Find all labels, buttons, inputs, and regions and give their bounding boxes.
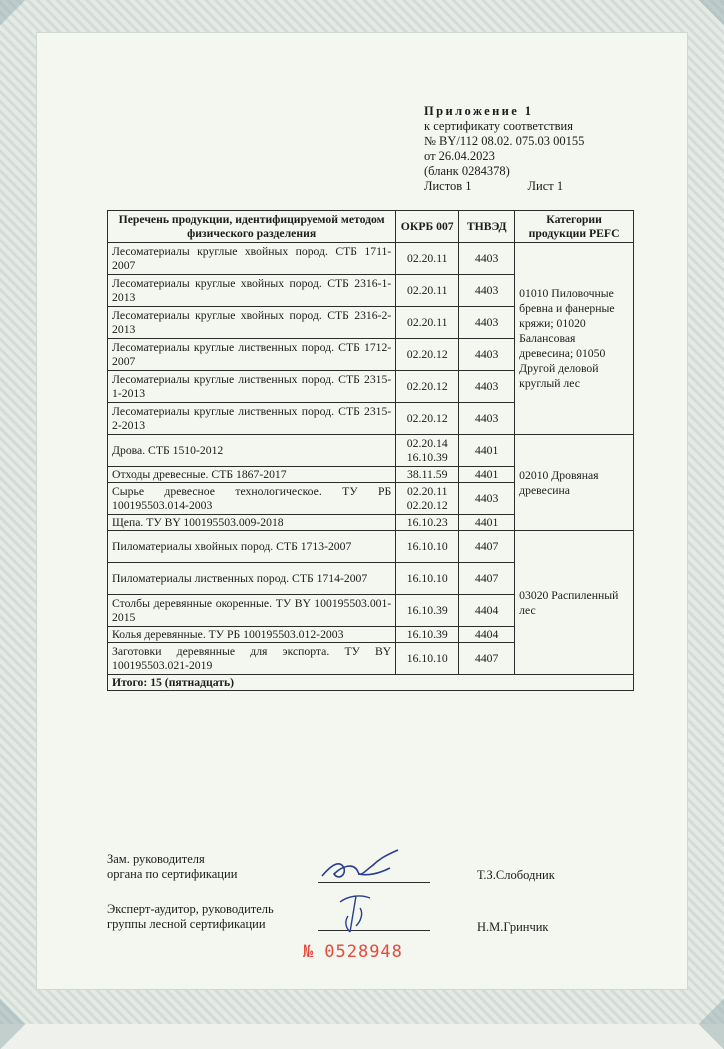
okrb-code: 16.10.23 <box>396 515 459 531</box>
tnved-code: 4407 <box>459 531 515 563</box>
product-name: Щепа. ТУ BY 100195503.009-2018 <box>108 515 396 531</box>
okrb-code: 02.20.12 <box>396 403 459 435</box>
total-row <box>108 675 634 691</box>
col-header-okrb: ОКРБ 007 <box>396 211 459 243</box>
pefc-category: 01010 Пиловочные бревна и фанерные кряжи; 01020 Балансовая древесина; 01050 Другой деловой круглый лес <box>515 243 634 435</box>
role-line: Зам. руководителя <box>107 852 205 866</box>
okrb-code: 02.20.12 <box>396 339 459 371</box>
okrb-code: 38.11.59 <box>396 467 459 483</box>
tnved-code: 4404 <box>459 627 515 643</box>
signatory-name-1: Т.З.Слободник <box>477 868 555 882</box>
product-name: Заготовки деревянные для экспорта. ТУ BY 100195503.021-2019 <box>108 643 396 675</box>
certificate-date: от 26.04.2023 <box>424 149 495 163</box>
tnved-code: 4403 <box>459 371 515 403</box>
tnved-code: 4404 <box>459 595 515 627</box>
pefc-category: 03020 Распиленный лес <box>515 531 634 675</box>
product-name: Столбы деревянные окоренные. ТУ BY 100195503.001-2015 <box>108 595 396 627</box>
role-line: органа по сертификации <box>107 867 238 881</box>
product-name: Лесоматериалы круглые хвойных пород. СТБ 2316-2-2013 <box>108 307 396 339</box>
okrb-code: 02.20.11 <box>396 307 459 339</box>
role-line: Эксперт-аудитор, руководитель <box>107 902 274 916</box>
tnved-code: 4403 <box>459 483 515 515</box>
product-name: Лесоматериалы круглые лиственных пород. СТБ 2315-2-2013 <box>108 403 396 435</box>
tnved-code: 4403 <box>459 275 515 307</box>
tnved-code: 4403 <box>459 403 515 435</box>
signatory-name-2: Н.М.Гринчик <box>477 920 549 934</box>
table-row <box>108 531 634 563</box>
tnved-code: 4401 <box>459 435 515 467</box>
okrb-code <box>396 435 459 467</box>
okrb-code-line: 02.20.11 <box>406 485 448 498</box>
table-header-row <box>108 211 634 243</box>
tnved-code: 4401 <box>459 515 515 531</box>
product-name: Лесоматериалы круглые лиственных пород. СТБ 1712-2007 <box>108 339 396 371</box>
role-line: группы лесной сертификации <box>107 917 266 931</box>
signatory-role-2 <box>107 902 274 932</box>
product-name: Пиломатериалы хвойных пород. СТБ 1713-2007 <box>108 531 396 563</box>
serial-digits: 0528948 <box>324 942 403 962</box>
product-name: Колья деревянные. ТУ РБ 100195503.012-2003 <box>108 627 396 643</box>
table-row <box>108 435 634 467</box>
pefc-category: 02010 Дровяная древесина <box>515 435 634 531</box>
okrb-code: 02.20.12 <box>396 371 459 403</box>
tnved-code: 4401 <box>459 467 515 483</box>
okrb-code: 16.10.39 <box>396 595 459 627</box>
blank-number: (бланк 0284378) <box>424 164 510 178</box>
okrb-code: 16.10.10 <box>396 563 459 595</box>
number-sign: № <box>303 942 315 962</box>
signature-image <box>330 888 380 938</box>
product-name: Лесоматериалы круглые лиственных пород. СТБ 2315-1-2013 <box>108 371 396 403</box>
table-row <box>108 243 634 275</box>
annex-title: Приложение 1 <box>424 104 534 118</box>
sheets-total: Листов 1 <box>424 179 472 193</box>
product-name: Сырье древесное технологическое. ТУ РБ 100195503.014-2003 <box>108 483 396 515</box>
col-header-name: Перечень продукции, идентифицируемой методом физического разделения <box>108 211 396 243</box>
signature-image <box>318 846 408 888</box>
product-name: Дрова. СТБ 1510-2012 <box>108 435 396 467</box>
annex-line: к сертификату соответствия <box>424 119 573 133</box>
okrb-code-line: 02.20.12 <box>406 498 448 512</box>
sheet-number: Лист 1 <box>527 179 564 193</box>
tnved-code: 4403 <box>459 307 515 339</box>
okrb-code-line: 16.10.39 <box>406 450 448 464</box>
okrb-code: 16.10.10 <box>396 531 459 563</box>
product-table <box>107 210 634 691</box>
signatory-role-1 <box>107 852 237 882</box>
total-count: Итого: 15 (пятнадцать) <box>108 675 634 691</box>
okrb-code: 16.10.10 <box>396 643 459 675</box>
product-name: Лесоматериалы круглые хвойных пород. СТБ 1711-2007 <box>108 243 396 275</box>
okrb-code: 16.10.39 <box>396 627 459 643</box>
tnved-code: 4407 <box>459 643 515 675</box>
tnved-code: 4403 <box>459 243 515 275</box>
tnved-code: 4407 <box>459 563 515 595</box>
annex-header <box>424 104 584 194</box>
certificate-number: № BY/112 08.02. 075.03 00155 <box>424 134 585 148</box>
col-header-category: Категории продукции PEFC <box>515 211 634 243</box>
okrb-code <box>396 483 459 515</box>
product-name: Отходы древесные. СТБ 1867-2017 <box>108 467 396 483</box>
blank-serial-number <box>303 942 403 962</box>
tnved-code: 4403 <box>459 339 515 371</box>
product-name: Лесоматериалы круглые хвойных пород. СТБ 2316-1-2013 <box>108 275 396 307</box>
okrb-code: 02.20.11 <box>396 243 459 275</box>
okrb-code: 02.20.11 <box>396 275 459 307</box>
product-name: Пиломатериалы лиственных пород. СТБ 1714-2007 <box>108 563 396 595</box>
okrb-code-line: 02.20.14 <box>406 437 448 450</box>
col-header-tnved: ТНВЭД <box>459 211 515 243</box>
